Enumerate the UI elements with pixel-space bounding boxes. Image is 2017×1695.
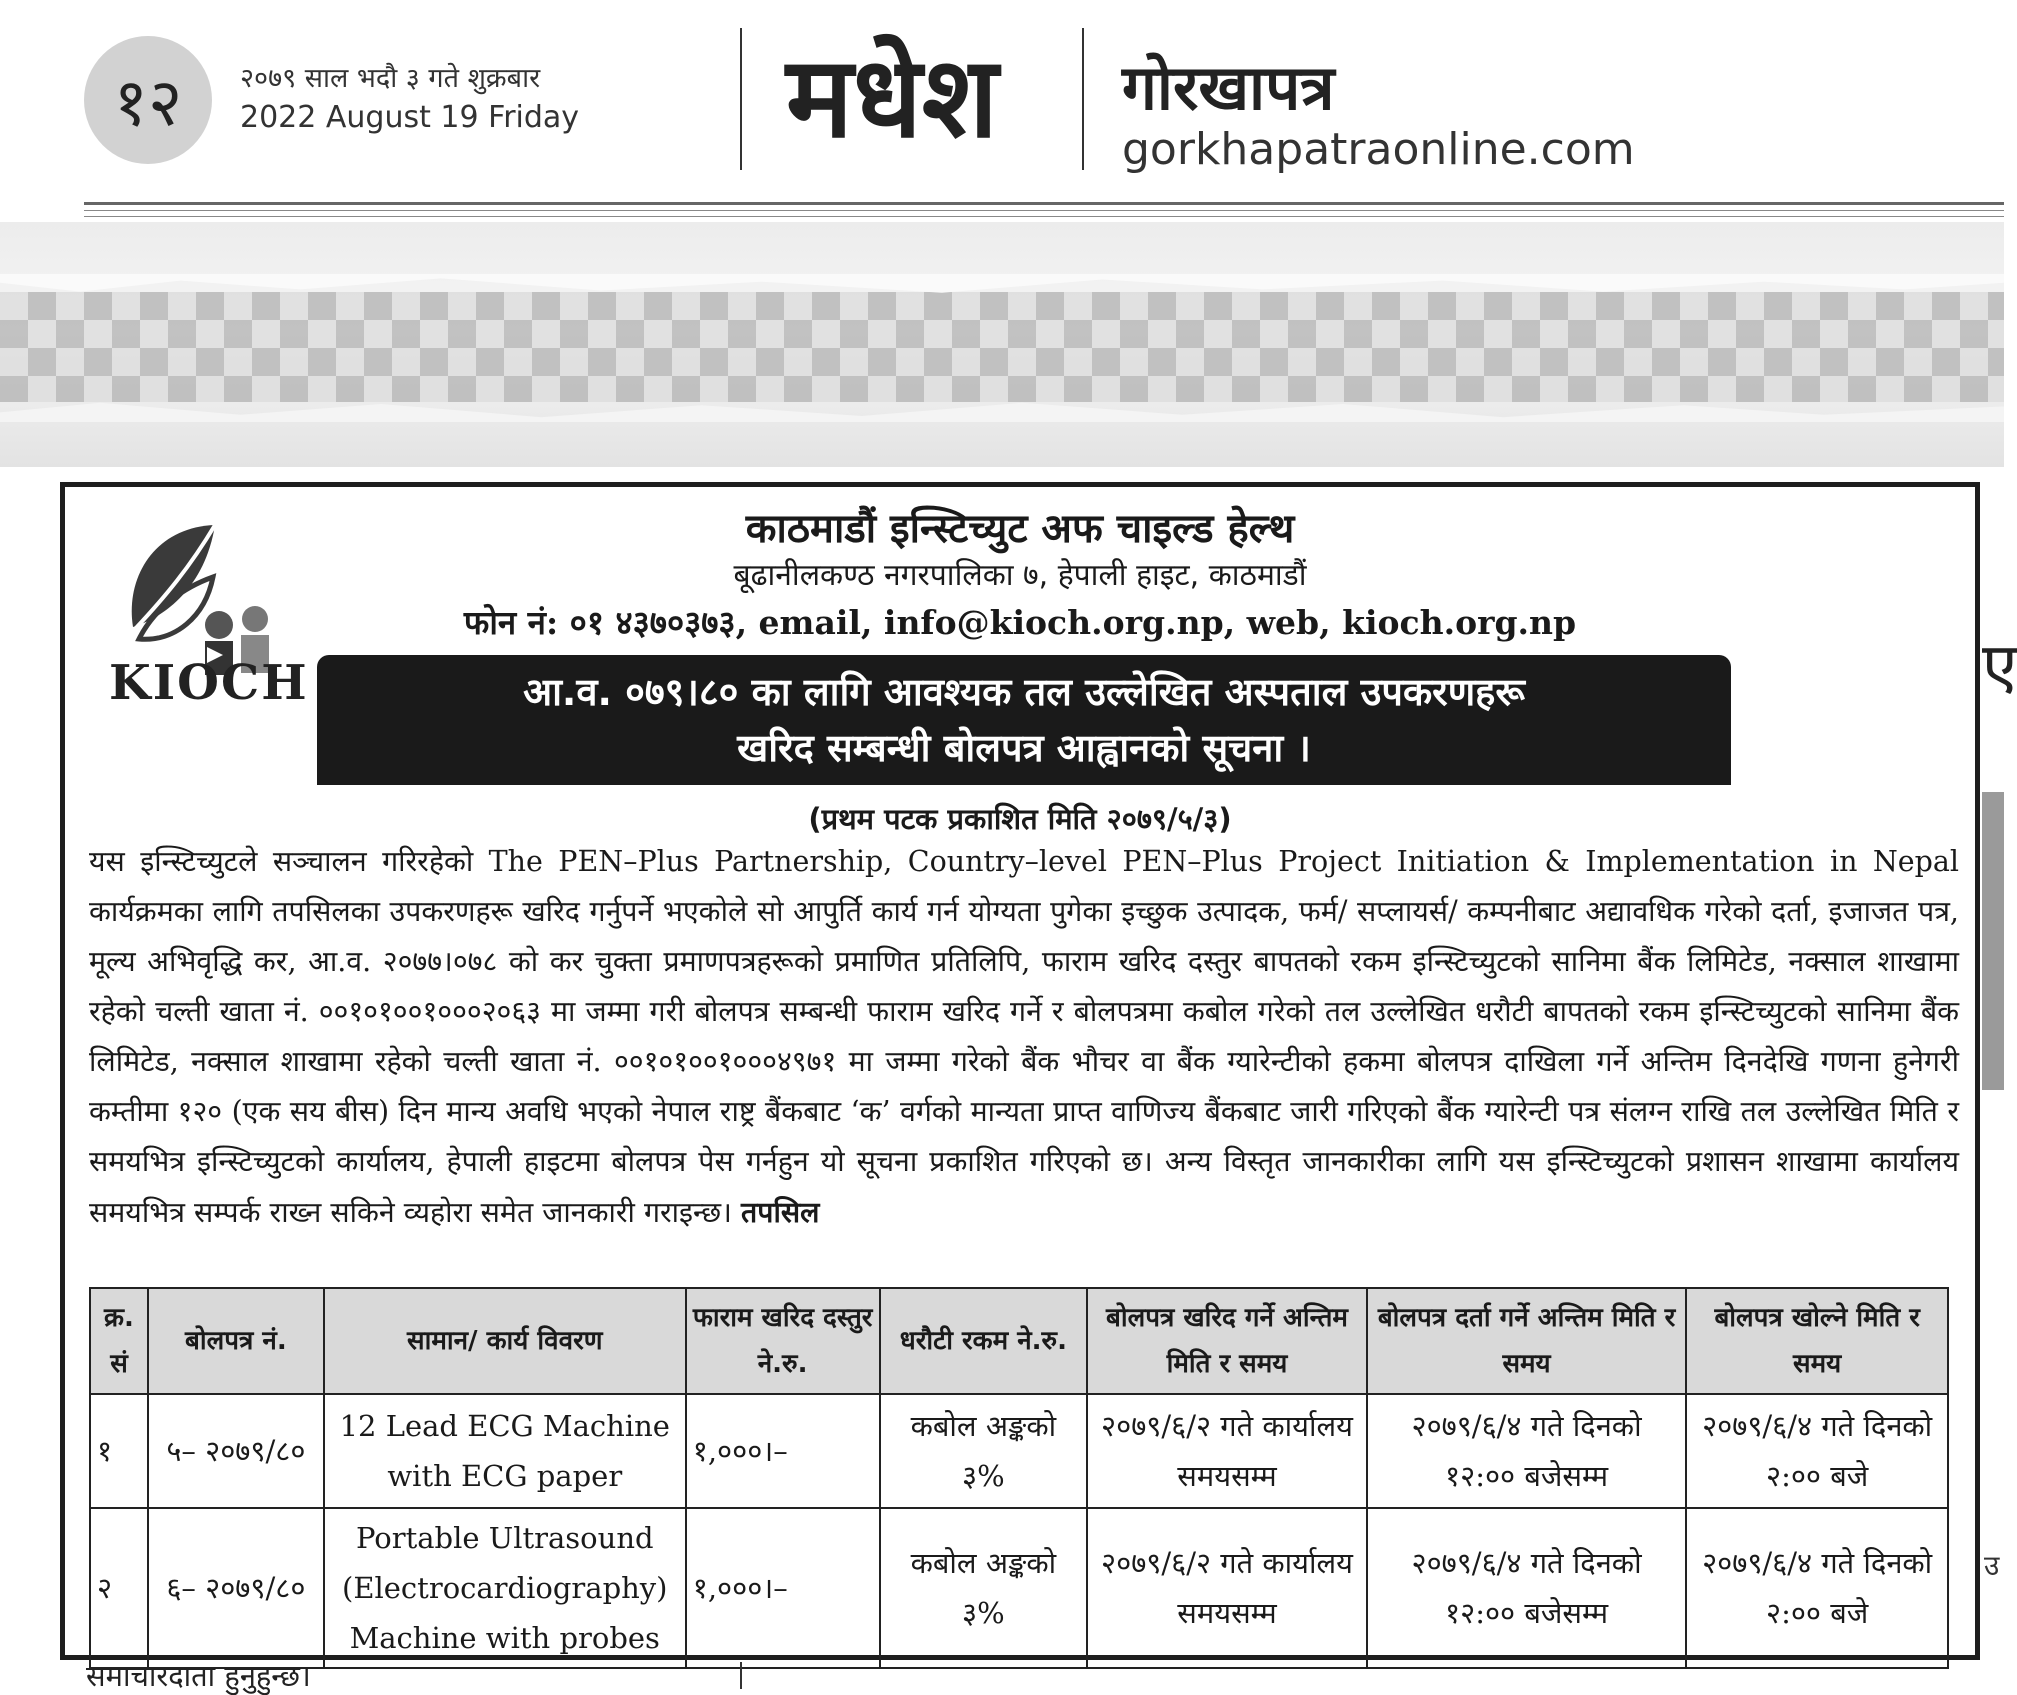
tender-table (89, 1287, 1949, 1669)
column-header: फाराम खरिद दस्तुर ने.रु. (686, 1288, 880, 1394)
table-cell: १,०००।– (686, 1508, 880, 1668)
column-header: धरौटी रकम ने.रु. (880, 1288, 1088, 1394)
page-number-badge (84, 36, 212, 164)
table-row (90, 1394, 1948, 1508)
adjacent-photo-fragment (1982, 792, 2004, 1090)
notice-heading-line: खरिद सम्बन्धी बोलपत्र आह्वानको सूचना । (737, 726, 1311, 770)
notice-heading (317, 655, 1731, 785)
section-title: मधेश (786, 33, 999, 163)
adjacent-article-snippet: समाचारदाता हुनुहुन्छ। (86, 1659, 311, 1693)
column-divider (740, 1662, 742, 1689)
masthead-rule (84, 202, 2004, 205)
tender-notice (60, 482, 1980, 1660)
notice-heading-line: आ.व. ०७९।८० का लागि आवश्यक तल उल्लेखित अस्पताल उपकरणहरू (523, 670, 1525, 714)
publish-note: (प्रथम पटक प्रकाशित मिति २०७९/५/३) (808, 802, 1232, 836)
table-cell: २०७९/६/४ गते दिनको २:०० बजे (1686, 1508, 1948, 1668)
paper-name: गोरखापत्र (1122, 51, 1335, 124)
table-cell: २०७९/६/४ गते दिनको १२:०० बजेसम्म (1367, 1508, 1687, 1668)
table-cell: ५– २०७९/८० (148, 1394, 324, 1508)
logo-text: KIOCH (109, 655, 309, 711)
adjacent-article-fragment: उ (1984, 1549, 2000, 1582)
org-address: बूढानीलकण्ठ नगरपालिका ७, हेपाली हाइट, काठमाडौं (733, 558, 1307, 593)
table-cell: कबोल अङ्कको ३% (880, 1394, 1088, 1508)
table-header-row (90, 1288, 1948, 1394)
table-cell: २०७९/६/२ गते कार्यालय समयसम्म (1087, 1394, 1367, 1508)
column-header: क्र. सं (90, 1288, 148, 1394)
table-cell: २०७९/६/४ गते दिनको १२:०० बजेसम्म (1367, 1394, 1687, 1508)
table-cell: 12 Lead ECG Machine with ECG paper (324, 1394, 686, 1508)
masthead-divider (1082, 28, 1084, 170)
table-cell: १,०००।– (686, 1394, 880, 1508)
column-header: सामान/ कार्य विवरण (324, 1288, 686, 1394)
banner-pattern (0, 292, 2004, 402)
org-contact: फोन नं: ०१ ४३७०३७३, email, info@kioch.org.np, web, kioch.org.np (463, 603, 1577, 642)
adjacent-article-fragment: ए (1982, 630, 2017, 704)
decorative-banner (0, 222, 2004, 467)
masthead-divider (740, 28, 742, 170)
notice-body (89, 837, 1959, 1238)
paper-website: gorkhapatraonline.com (1122, 124, 1635, 175)
column-header: बोलपत्र नं. (148, 1288, 324, 1394)
table-cell: २०७९/६/४ गते दिनको २:०० बजे (1686, 1394, 1948, 1508)
table-cell: कबोल अङ्कको ३% (880, 1508, 1088, 1668)
column-header: बोलपत्र दर्ता गर्ने अन्तिम मिति र समय (1367, 1288, 1687, 1394)
page-number: १२ (113, 64, 183, 141)
column-header: बोलपत्र खोल्ने मिति र समय (1686, 1288, 1948, 1394)
notice-body-text: यस इन्स्टिच्युटले सञ्चालन गरिरहेको The PEN–Plus Partnership, Country–level PEN–Plus Project Initiation & Implementation in Nepal कार्यक्रमका लागि तपसिलका उपकरणहरू खरिद गर्नुपर्ने भएकोले सो आपुर्ति कार्य गर्न योग्यता पुगेका इच्छुक उत्पादक, फर्म/ सप्लायर्स/ कम्पनीबाट अद्यावधिक गरेको दर्ता, इजाजत पत्र, मूल्य अभिवृद्धि कर, आ.व. २०७७।०७८ को कर चुक्ता प्रमाणपत्रहरूको प्रमाणित प्रतिलिपि, फाराम खरिद दस्तुर बापतको रकम इन्स्टिच्युटको सानिमा बैंक लिमिटेड, नक्साल शाखामा रहेको चल्ती खाता नं. ००१०१००१०००२०६३ मा जम्मा गरी बोलपत्र सम्बन्धी फाराम खरिद गर्ने र बोलपत्रमा कबोल गरेको तल उल्लेखित धरौटी बापतको रकम इन्स्टिच्युटको सानिमा बैंक लिमिटेड, नक्साल शाखामा रहेको चल्ती खाता नं. ००१०१००१०००४९७१ मा जम्मा गरेको बैंक भौचर वा बैंक ग्यारेन्टीको हकमा बोलपत्र दाखिला गर्ने अन्तिम दिनदेखि गणना हुनेगरी कम्तीमा १२० (एक सय बीस) दिन मान्य अवधि भएको नेपाल राष्ट्र बैंकबाट ‘क’ वर्गको मान्यता प्राप्त वाणिज्य बैंकबाट जारी गरिएको बैंक ग्यारेन्टी पत्र संलग्न राखि तल उल्लेखित मिति र समयभित्र इन्स्टिच्युटको कार्यालय, हेपाली हाइटमा बोलपत्र पेस गर्नहुन यो सूचना प्रकाशित गरिएको छ। अन्य विस्तृत जानकारीका लागि यस इन्स्टिच्युटको प्रशासन शाखामा कार्यालय समयभित्र सम्पर्क राख्न सकिने व्यहोरा समेत जानकारी गराइन्छ। (89, 845, 1959, 1229)
table-cell: २ (90, 1508, 148, 1668)
org-name: काठमाडौं इन्स्टिच्युट अफ चाइल्ड हेल्थ (745, 506, 1295, 552)
column-header: बोलपत्र खरिद गर्ने अन्तिम मिति र समय (1087, 1288, 1367, 1394)
date-nepali: २०७९ साल भदौ ३ गते शुक्रबार (240, 63, 541, 94)
table-row (90, 1508, 1948, 1668)
table-cell: २०७९/६/२ गते कार्यालय समयसम्म (1087, 1508, 1367, 1668)
masthead-rule (84, 210, 2004, 211)
table-cell: १ (90, 1394, 148, 1508)
table-cell: ६– २०७९/८० (148, 1508, 324, 1668)
masthead-rule (84, 216, 2004, 217)
table-cell: Portable Ultrasound (Electrocardiography) Machine with probes (324, 1508, 686, 1668)
date-english: 2022 August 19 Friday (240, 100, 580, 135)
schedule-label: तपसिल (741, 1195, 820, 1229)
